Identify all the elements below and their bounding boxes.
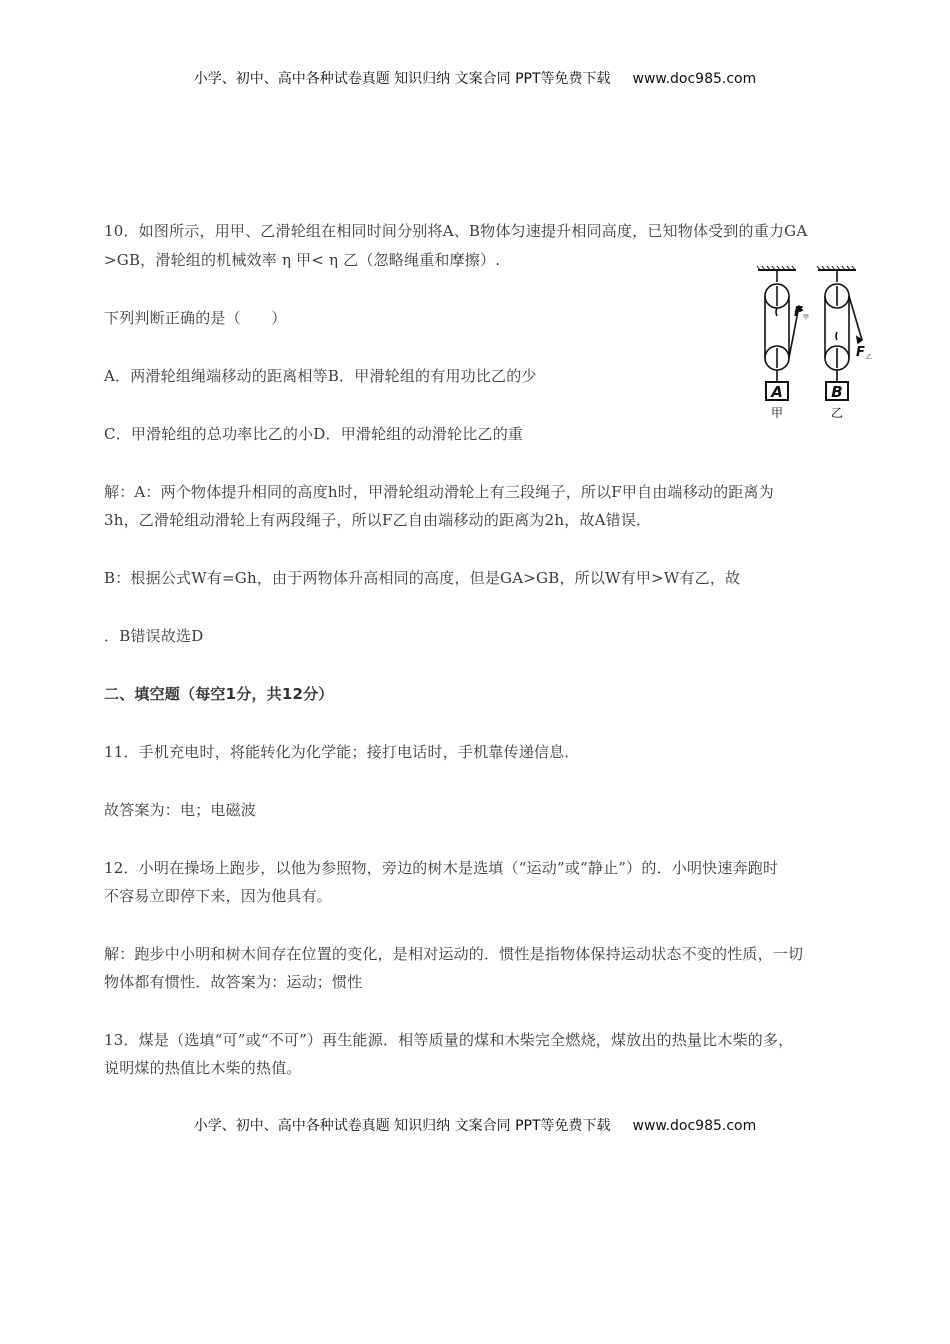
q10-solution-a-line1: 解：A：两个物体提升相同的高度h时，甲滑轮组动滑轮上有三段绳子，所以F甲自由端移动的距离为	[104, 483, 774, 501]
q12-solution-line1: 解：跑步中小明和树木间存在位置的变化，是相对运动的．惯性是指物体保持运动状态不变的性质，一切	[104, 945, 804, 963]
force-jia-label: F	[794, 305, 803, 320]
q10-solution-a-line2: 3h，乙滑轮组动滑轮上有两段绳子，所以F乙自由端移动的距离为2h，故A错误．	[104, 511, 652, 529]
q12-stem-line2: 不容易立即停下来，因为他具有。	[104, 887, 333, 905]
q10-stem-line1: 10．如图所示，用甲、乙滑轮组在相同时间分别将A、B物体匀速提升相同高度，已知物体受到的重力GA	[104, 222, 808, 240]
section2-title: 二、填空题（每空1分，共12分）	[104, 685, 334, 703]
q12-stem-line1: 12．小明在操场上跑步，以他为参照物，旁边的树木是选填（“运动”或“静止”）的．小明快速奔跑时	[104, 859, 779, 877]
ceiling-jia	[757, 266, 796, 270]
q10-solution-b: B：根据公式W有=Gh，由于两物体升高相同的高度，但是GA>GB，所以W有甲>W有乙，故	[104, 569, 741, 587]
q10-solution-end: ．B错误故选D	[104, 627, 204, 645]
footer-text: 小学、初中、高中各种试卷真题 知识归纳 文案合同 PPT等免费下载	[193, 1118, 611, 1134]
q11-answer: 故答案为：电；电磁波	[104, 801, 257, 819]
footer-site-link[interactable]: www.doc985.com	[632, 1118, 757, 1134]
q13-stem-line2: 说明煤的热值比木柴的热值。	[104, 1059, 302, 1077]
caption-yi: 乙	[830, 406, 844, 420]
q10-prompt: 下列判断正确的是（ ）	[104, 309, 287, 327]
page-header	[0, 68, 950, 88]
q10-options-cd: C．甲滑轮组的总功率比乙的小D．甲滑轮组的动滑轮比乙的重	[104, 425, 524, 443]
q13-stem-line1: 13．煤是（选填“可”或“不可”）再生能源．相等质量的煤和木柴完全燃烧，煤放出的热量比木柴的多，	[104, 1031, 794, 1049]
force-jia-subscript: 甲	[803, 314, 810, 321]
q10-options-ab: A．两滑轮组绳端移动的距离相等B．甲滑轮组的有用功比乙的少	[104, 367, 537, 385]
pulley-figure	[752, 262, 892, 422]
label-b: B	[831, 383, 843, 401]
header-text: 小学、初中、高中各种试卷真题 知识归纳 文案合同 PPT等免费下载	[193, 71, 611, 87]
ceiling-yi	[817, 266, 856, 270]
label-a: A	[771, 383, 783, 401]
header-site-link[interactable]: www.doc985.com	[632, 71, 757, 87]
q10-stem-line2: >GB，滑轮组的机械效率 η 甲< η 乙（忽略绳重和摩擦）.	[104, 251, 501, 269]
q11-stem: 11．手机充电时，将能转化为化学能；接打电话时，手机靠传递信息．	[104, 743, 580, 761]
q12-solution-line2: 物体都有惯性．故答案为：运动；惯性	[104, 973, 363, 991]
caption-jia: 甲	[770, 406, 784, 420]
page-footer	[0, 1115, 950, 1135]
force-yi-label: F	[856, 345, 865, 360]
force-yi-subscript: 乙	[866, 354, 873, 361]
